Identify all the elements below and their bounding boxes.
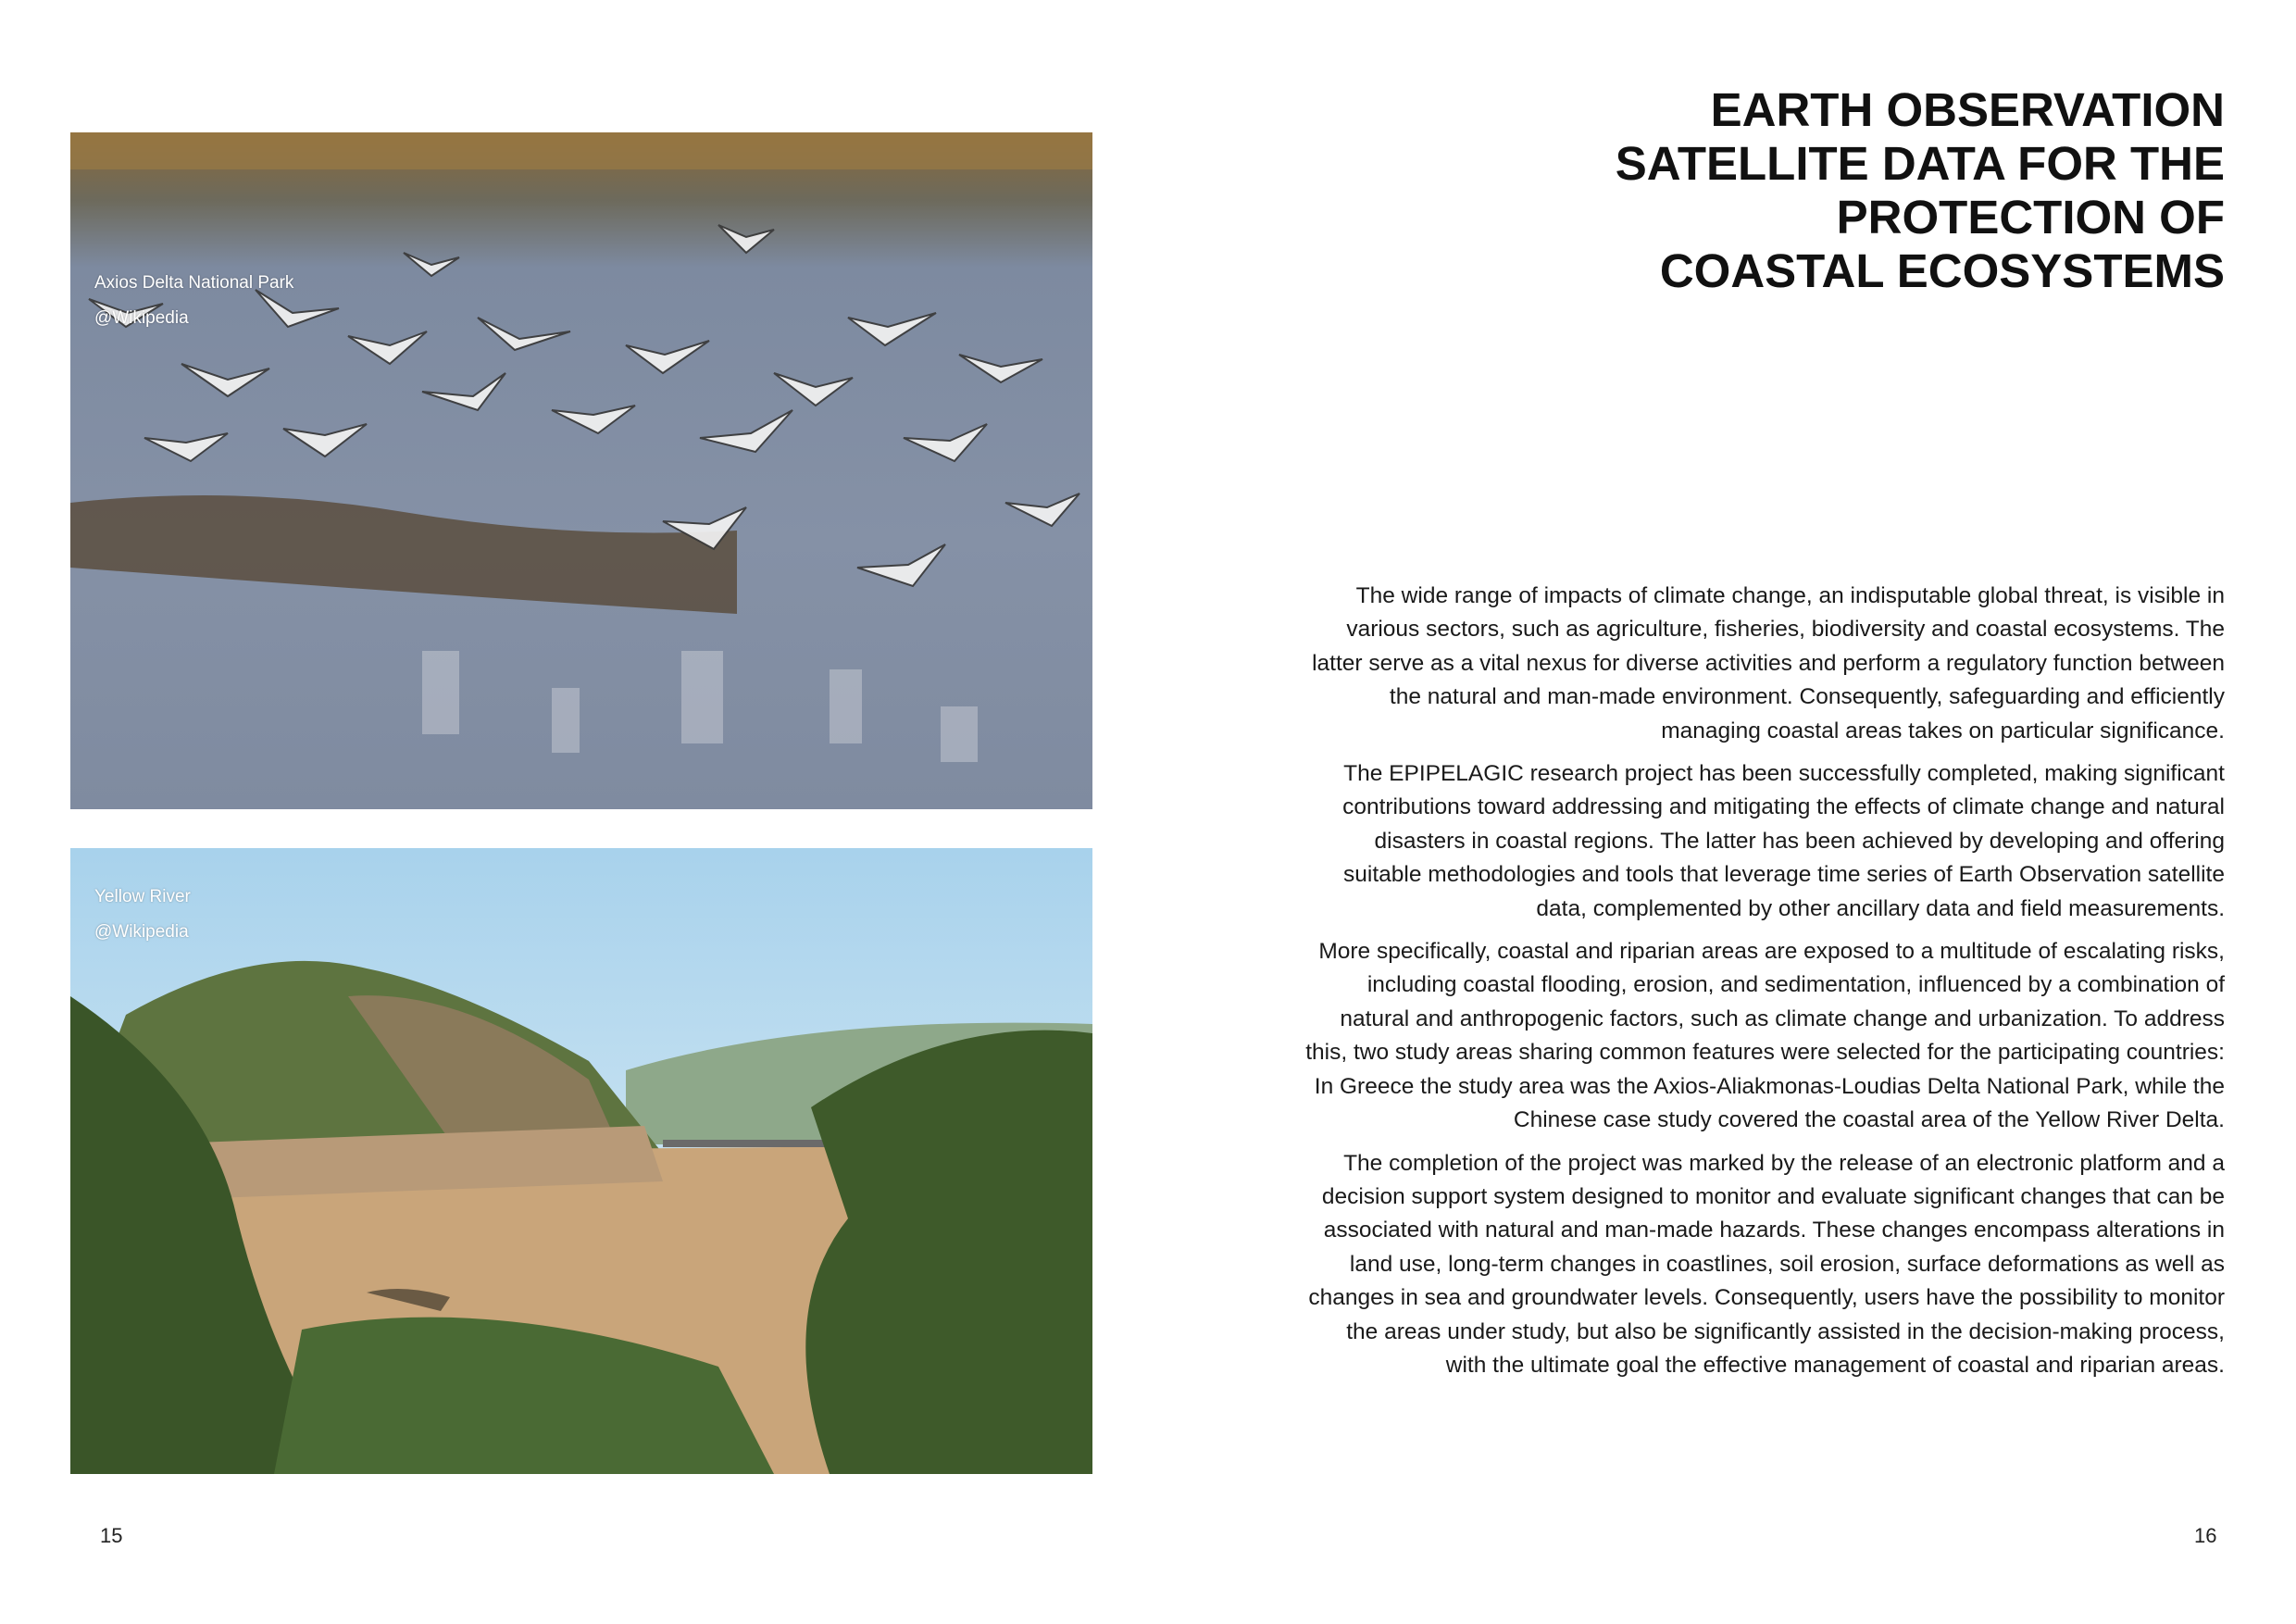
title-line: COASTAL ECOSYSTEMS <box>1659 244 2225 297</box>
yellow-river-photo <box>70 848 1092 1474</box>
article-title <box>1299 83 2225 298</box>
body-paragraph: The wide range of impacts of climate change, an indisputable global threat, is visible in various sectors, such as agriculture, fisheries, biodiversity and coastal ecosystems. The latter serve as a vital nexus for diverse activities and perform a regulatory function between the natural and man-made environment. Consequently, safeguarding and efficiently managing coastal areas takes on particular significance. <box>1312 583 2225 743</box>
page-number-left: 15 <box>100 1524 123 1547</box>
page-number-right: 16 <box>2194 1524 2217 1547</box>
axios-delta-photo <box>70 132 1092 809</box>
image-credit: @Wikipedia <box>94 308 189 328</box>
title-line: EARTH OBSERVATION <box>1710 83 2225 136</box>
body-paragraph: The EPIPELAGIC research project has been successfully completed, making significant contributions toward addressing and mitigating the effects of climate change and natural disasters in coastal regions. The latter has been achieved by developing and offering suitable methodologies and tools that leverage time series of Earth Observation satellite data, complemented by other ancillary data and field measurements. <box>1342 761 2225 921</box>
image-caption: Axios Delta National Park <box>94 273 294 293</box>
image-credit: @Wikipedia <box>94 922 189 942</box>
title-line: SATELLITE DATA FOR THE <box>1615 137 2225 190</box>
body-paragraph: The completion of the project was marked by the release of an electronic platform and a decision support system designed to monitor and evaluate significant changes that can be associated with natural and man-made hazards. These changes encompass alterations in land use, long-term changes in coastlines, soil erosion, surface deformations as well as changes in sea and groundwater levels. Consequently, users have the possibility to monitor the areas under study, but also be significantly assisted in the decision-making process, with the ultimate goal the effective management of coastal and riparian areas. <box>1308 1150 2225 1378</box>
article-body <box>1300 580 2225 1392</box>
body-paragraph: More specifically, coastal and riparian areas are exposed to a multitude of escalating risks, including coastal flooding, erosion, and sedimentation, influenced by a combination of natural and anthropogenic factors, such as climate change and urbanization. To address this, two study areas sharing common features were selected for the participating countries: In Greece the study area was the Axios-Aliakmonas-Loudias Delta National Park, while the Chinese case study covered the coastal area of the Yellow River Delta. <box>1305 939 2225 1133</box>
river-gorge-image <box>70 848 1092 1474</box>
title-line: PROTECTION OF <box>1836 191 2225 244</box>
birds-over-water-image <box>70 132 1092 809</box>
image-caption: Yellow River <box>94 887 191 906</box>
